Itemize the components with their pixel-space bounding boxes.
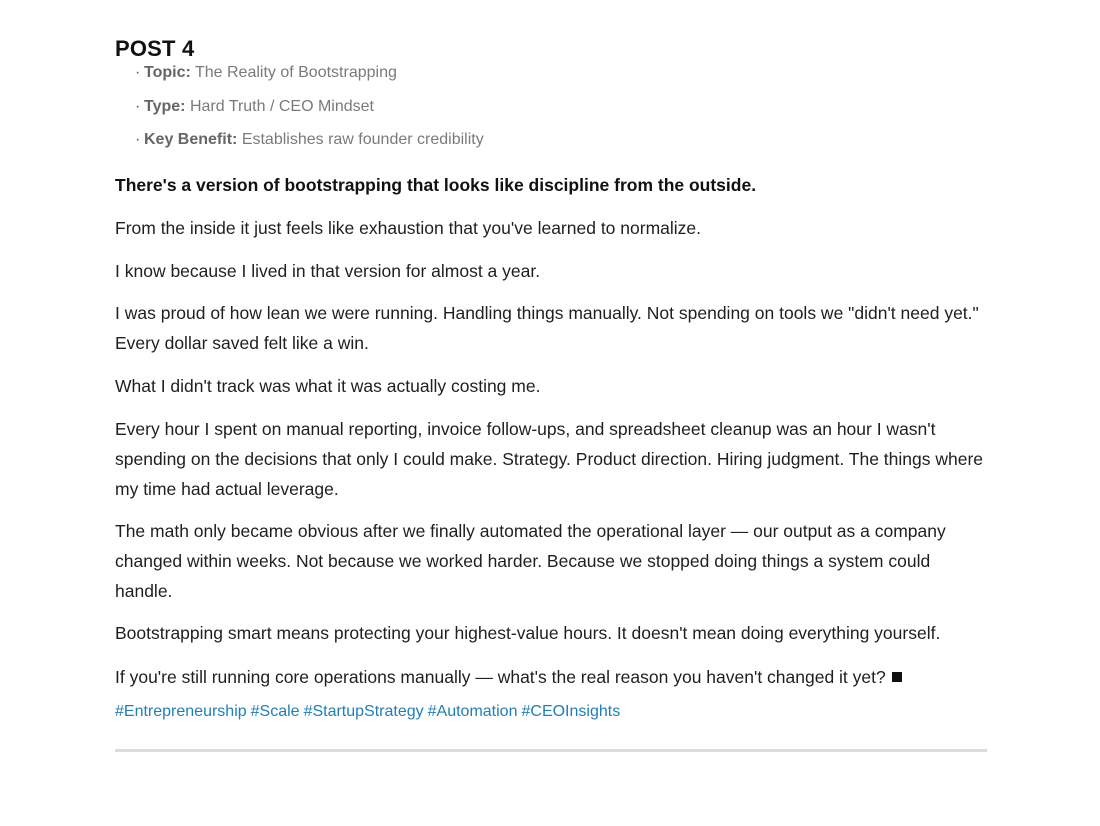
paragraph-4: What I didn't track was what it was actually costing me. xyxy=(115,376,541,396)
meta-label: Key Benefit: xyxy=(144,131,238,148)
hashtag-link[interactable]: #Scale xyxy=(250,703,300,720)
lead-paragraph: There's a version of bootstrapping that looks like discipline from the outside. xyxy=(115,175,757,195)
square-end-icon xyxy=(892,672,902,682)
hashtag-link[interactable]: #CEOInsights xyxy=(521,703,621,720)
meta-label: Type: xyxy=(144,98,186,115)
bullet-icon: · xyxy=(135,64,141,81)
meta-label: Topic: xyxy=(144,64,191,81)
meta-value: Hard Truth / CEO Mindset xyxy=(189,98,374,115)
paragraph-5: Every hour I spent on manual reporting, invoice follow-ups, and spreadsheet cleanup was an hour I wasn't spending on the decisions that only I could make. Strategy. Product direction. Hiring judgment. The things where my time had actual leverage. xyxy=(115,419,984,499)
paragraph-8 xyxy=(115,662,987,692)
post-title: POST 4 xyxy=(115,36,195,61)
hashtag-list xyxy=(115,703,624,721)
meta-value: Establishes raw founder credibility xyxy=(241,131,484,148)
meta-value: The Reality of Bootstrapping xyxy=(194,64,397,81)
meta-type xyxy=(135,98,374,116)
paragraph-2: I know because I lived in that version for almost a year. xyxy=(115,261,541,281)
hashtag-link[interactable]: #Entrepreneurship xyxy=(115,703,247,720)
bullet-icon: · xyxy=(135,131,141,148)
meta-topic xyxy=(135,64,397,82)
paragraph-6: The math only became obvious after we finally automated the operational layer — our output as a company changed within weeks. Not because we worked harder. Because we stopped doing things a system could handle. xyxy=(115,521,946,601)
paragraph-1: From the inside it just feels like exhaustion that you've learned to normalize. xyxy=(115,218,702,238)
meta-key-benefit xyxy=(135,131,484,149)
section-divider xyxy=(115,749,987,752)
paragraph-7: Bootstrapping smart means protecting your highest-value hours. It doesn't mean doing everything yourself. xyxy=(115,623,941,643)
paragraph-3: I was proud of how lean we were running. Handling things manually. Not spending on tools we "didn't need yet." Every dollar saved felt like a win. xyxy=(115,303,979,353)
bullet-icon: · xyxy=(135,98,141,115)
hashtag-link[interactable]: #StartupStrategy xyxy=(303,703,424,720)
hashtag-link[interactable]: #Automation xyxy=(427,703,518,720)
closing-question: If you're still running core operations manually — what's the real reason you haven't changed it yet? xyxy=(115,667,886,687)
